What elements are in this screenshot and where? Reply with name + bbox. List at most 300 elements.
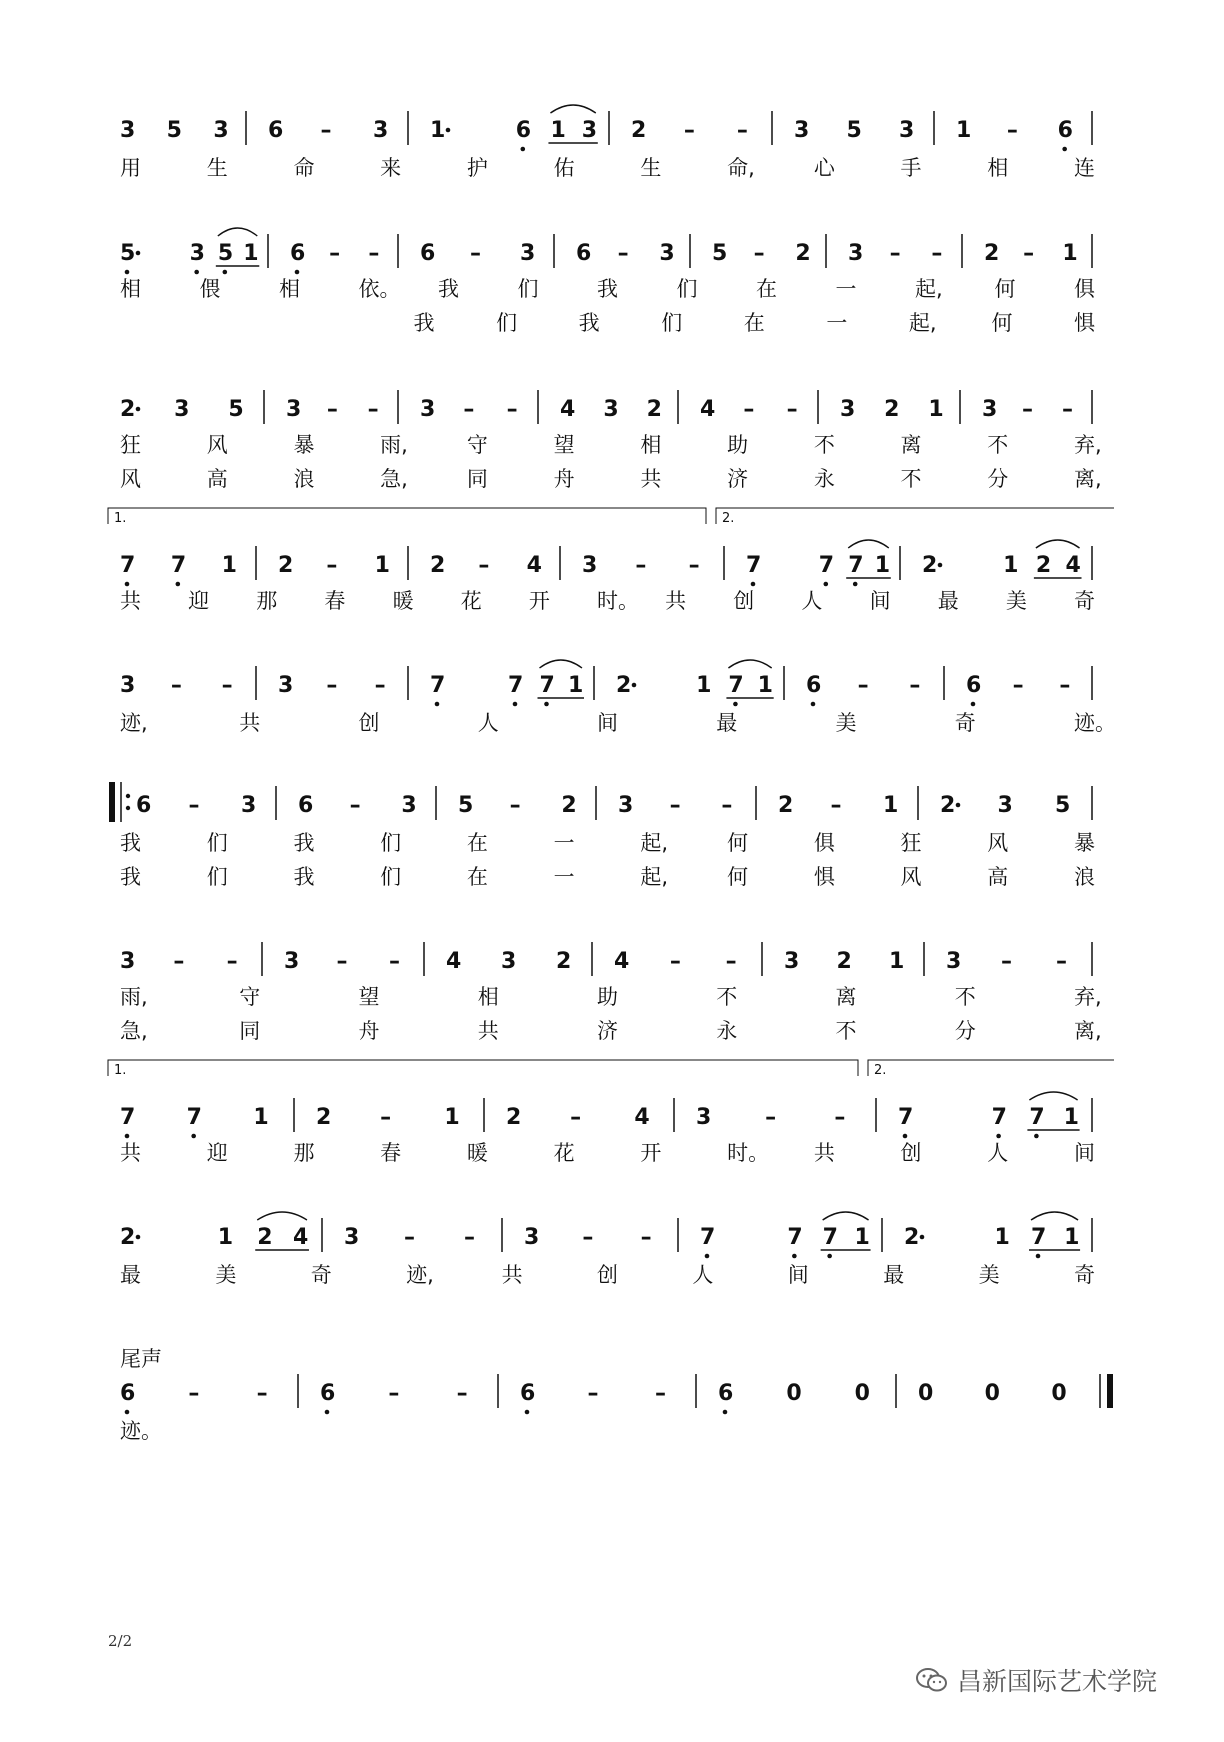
note: 1 [889, 949, 905, 974]
sustain-dash: – [226, 949, 238, 974]
lyric-char: 用 [120, 156, 141, 180]
note: 3 [946, 949, 962, 974]
lyric-char: 不 [835, 1019, 857, 1043]
lyric-char: 雨, [380, 433, 408, 457]
augmentation-dot [136, 1235, 141, 1240]
note: 4 [446, 949, 462, 974]
note: 6 [1057, 118, 1073, 143]
note: 7 [1029, 1105, 1045, 1130]
sustain-dash: – [380, 1105, 392, 1130]
sustain-dash: – [173, 949, 185, 974]
note: 7 [822, 1225, 838, 1250]
lyric-char: 分 [954, 1019, 976, 1043]
sustain-dash: – [587, 1381, 599, 1406]
lyric-char: 弃, [1074, 433, 1102, 457]
lyric-char: 一 [553, 865, 575, 889]
lyric-char: 们 [206, 865, 228, 889]
volta-one-label: 1. [114, 511, 127, 526]
lyric-char: 共 [477, 1019, 499, 1043]
note: 7 [1031, 1225, 1047, 1250]
octave-dot [792, 1254, 797, 1259]
footer-brand: 昌新国际艺术学院 [957, 1667, 1158, 1696]
lyric-char: 偎 [199, 277, 221, 301]
octave-dot [125, 582, 130, 587]
octave-dot [827, 1254, 832, 1259]
note: 6 [136, 793, 152, 818]
note: 3 [284, 949, 300, 974]
note: 2 [884, 397, 900, 422]
note: 2 [940, 793, 956, 818]
octave-dot [1036, 1254, 1041, 1259]
octave-dot [513, 702, 518, 707]
lyric-char: 人 [477, 711, 499, 735]
lyric-char: 创 [733, 589, 755, 613]
sustain-dash: – [1006, 118, 1018, 143]
note: 2 [836, 949, 852, 974]
note: 2 [984, 241, 1000, 266]
octave-dot [723, 1410, 728, 1415]
lyric-char: 间 [597, 711, 618, 735]
note: 4 [1065, 553, 1081, 578]
sustain-dash: – [1022, 397, 1033, 422]
note: 1 [696, 673, 712, 698]
sustain-dash: – [509, 793, 521, 818]
lyric-char: 最 [120, 1263, 141, 1287]
lyric-char: 起, [640, 831, 669, 855]
lyric-char: 一 [835, 277, 857, 301]
note: 3 [794, 118, 810, 143]
lyric-char: 济 [727, 467, 749, 491]
sustain-dash: – [640, 1225, 652, 1250]
note: 3 [120, 673, 136, 698]
note: 2 [561, 793, 577, 818]
note: 6 [718, 1381, 734, 1406]
note: 5 [217, 241, 234, 266]
sustain-dash: – [721, 793, 733, 818]
note: 7 [787, 1225, 803, 1250]
lyric-char: 连 [1074, 156, 1095, 180]
sustain-dash: – [188, 1381, 200, 1406]
lyric-char: 俱 [1074, 277, 1095, 301]
lyric-char: 们 [206, 831, 228, 855]
note: 7 [170, 553, 187, 578]
lyric-char: 命 [293, 156, 315, 180]
lyric-char: 们 [676, 277, 698, 301]
note: 6 [298, 793, 314, 818]
note: 5 [846, 118, 862, 143]
lyric-char: 护 [466, 156, 488, 180]
augmentation-dot [632, 683, 637, 688]
lyric-char: 暖 [466, 1141, 488, 1165]
octave-dot [295, 270, 300, 275]
sustain-dash: – [188, 793, 200, 818]
note: 1 [994, 1225, 1010, 1250]
lyric-char: 起, [915, 277, 943, 301]
repeat-dot [126, 794, 130, 798]
lyric-char: 暴 [1074, 831, 1095, 855]
note: 2 [646, 397, 662, 422]
wechat-icon [915, 1667, 949, 1693]
sustain-dash: – [256, 1381, 268, 1406]
note: 4 [700, 397, 716, 422]
note: 5 [712, 241, 728, 266]
note: 0 [854, 1381, 870, 1406]
note: 2 [631, 118, 647, 143]
sustain-dash: – [221, 673, 233, 698]
slur [550, 105, 595, 113]
sustain-dash: – [326, 673, 338, 698]
note: 6 [120, 1381, 136, 1406]
octave-dot [811, 702, 816, 707]
sustain-dash: – [1001, 949, 1012, 974]
lyric-char: 共 [665, 589, 687, 613]
lyric-char: 们 [496, 311, 518, 335]
augmentation-dot [920, 1235, 925, 1240]
octave-dot [521, 147, 526, 152]
lyric-char: 在 [743, 311, 765, 335]
lyric-char: 相 [987, 156, 1009, 180]
note: 0 [984, 1381, 1000, 1406]
note: 7 [848, 553, 864, 578]
lyric-char: 我 [438, 277, 459, 301]
note: 3 [373, 118, 389, 143]
note: 3 [501, 949, 517, 974]
lyric-char: 风 [120, 467, 141, 491]
lyric-char: 花 [460, 589, 482, 613]
volta-one [108, 508, 706, 524]
note: 3 [784, 949, 800, 974]
lyric-char: 离 [835, 985, 857, 1009]
octave-dot [544, 702, 549, 707]
lyric-char: 舟 [553, 467, 575, 491]
note: 6 [320, 1381, 336, 1406]
note: 5 [228, 397, 244, 422]
octave-dot [705, 1254, 710, 1259]
sustain-dash: – [326, 397, 338, 422]
note: 2 [120, 1225, 136, 1250]
sustain-dash: – [1062, 397, 1073, 422]
lyric-char: 人 [801, 589, 823, 613]
octave-dot [733, 702, 738, 707]
lyric-char: 那 [256, 589, 278, 613]
lyric-char: 守 [239, 985, 261, 1009]
lyric-char: 我 [293, 831, 315, 855]
lyric-char: 惧 [1074, 311, 1095, 335]
note: 4 [614, 949, 630, 974]
slur [1029, 1092, 1077, 1100]
lyric-char: 迎 [188, 589, 210, 613]
note: 3 [401, 793, 417, 818]
repeat-dot [126, 806, 130, 810]
octave-dot [191, 1134, 196, 1139]
note: 1 [253, 1105, 269, 1130]
note: 7 [991, 1105, 1007, 1130]
lyric-char: 助 [597, 985, 618, 1009]
sustain-dash: – [635, 553, 647, 578]
note: 7 [186, 1105, 202, 1130]
note: 3 [278, 673, 294, 698]
note: 0 [786, 1381, 802, 1406]
note: 2 [257, 1225, 273, 1250]
lyric-char: 手 [900, 156, 922, 180]
lyric-char: 迎 [206, 1141, 228, 1165]
slur [257, 1212, 307, 1220]
note: 5 [1055, 793, 1071, 818]
lyric-char: 何 [727, 865, 749, 889]
sustain-dash: – [909, 673, 921, 698]
lyric-char: 不 [813, 433, 835, 457]
note: 2 [120, 397, 136, 422]
lyric-char: 浪 [1074, 865, 1095, 889]
note: 5 [166, 118, 182, 143]
lyric-char: 春 [324, 589, 346, 613]
lyric-char: 同 [239, 1019, 261, 1043]
octave-dot [176, 582, 181, 587]
sustain-dash: – [464, 1225, 475, 1250]
lyric-char: 佑 [553, 156, 575, 180]
note: 1 [217, 1225, 234, 1250]
lyric-char: 开 [528, 589, 550, 613]
sustain-dash: – [669, 949, 681, 974]
slur [1031, 1212, 1078, 1220]
slur [218, 228, 257, 236]
volta-two-label: 2. [722, 511, 735, 526]
sustain-dash: – [753, 241, 765, 266]
lyric-char: 依。 [358, 277, 401, 301]
lyric-char: 雨, [120, 985, 148, 1009]
lyric-char: 间 [869, 589, 891, 613]
note: 4 [634, 1105, 650, 1130]
note: 2 [778, 793, 794, 818]
sustain-dash: – [582, 1225, 594, 1250]
note: 3 [840, 397, 856, 422]
lyric-char: 舟 [358, 1019, 380, 1043]
footer-watermark [915, 1662, 1157, 1698]
note: 1 [874, 553, 891, 578]
octave-dot [1034, 1134, 1039, 1139]
note: 3 [581, 118, 598, 143]
note: 2 [430, 553, 446, 578]
slur [540, 660, 583, 668]
octave-dot [325, 1410, 330, 1415]
lyric-char: 迹, [406, 1263, 434, 1287]
note: 6 [966, 673, 982, 698]
lyric-char: 美 [215, 1263, 237, 1287]
lyric-char: 我 [120, 865, 141, 889]
note: 6 [420, 241, 436, 266]
lyric-char: 在 [756, 277, 777, 301]
octave-dot [125, 270, 130, 275]
note: 6 [268, 118, 284, 143]
note: 7 [728, 673, 744, 698]
sustain-dash: – [743, 397, 755, 422]
lyric-char: 奇 [954, 711, 976, 735]
lyric-char: 高 [206, 467, 228, 491]
note: 7 [430, 673, 446, 698]
lyric-char: 共 [640, 467, 662, 491]
note: 3 [120, 949, 136, 974]
lyric-char: 共 [501, 1263, 523, 1287]
note: 2 [316, 1105, 332, 1130]
augmentation-dot [136, 251, 141, 256]
augmentation-dot [956, 803, 961, 808]
lyric-char: 共 [120, 589, 141, 613]
sustain-dash: – [367, 397, 379, 422]
sustain-dash: – [655, 1381, 666, 1406]
sustain-dash: – [329, 241, 341, 266]
lyric-char: 风 [206, 433, 228, 457]
sustain-dash: – [889, 241, 901, 266]
lyric-char: 分 [987, 467, 1009, 491]
lyric-char: 们 [380, 865, 402, 889]
volta-one-label: 1. [114, 1063, 127, 1078]
note: 1 [956, 118, 972, 143]
note: 1 [1064, 1225, 1080, 1250]
note: 3 [618, 793, 634, 818]
lyric-char: 暖 [392, 589, 414, 613]
lyric-char: 永 [813, 467, 835, 491]
note: 3 [420, 397, 436, 422]
lyric-char: 迹。 [120, 1419, 162, 1443]
lyric-char: 暴 [293, 433, 315, 457]
lyric-char: 我 [120, 831, 141, 855]
lyric-char: 来 [380, 156, 402, 180]
octave-dot [971, 702, 976, 707]
sustain-dash: – [931, 241, 943, 266]
sustain-dash: – [374, 673, 386, 698]
lyric-char: 春 [380, 1141, 402, 1165]
note: 3 [982, 397, 998, 422]
sustain-dash: – [388, 1381, 400, 1406]
lyric-char: 们 [517, 277, 539, 301]
volta-two [868, 1060, 1114, 1076]
note: 1 [854, 1225, 870, 1250]
lyric-char: 相 [279, 277, 300, 301]
note: 7 [120, 553, 136, 578]
octave-dot [435, 702, 440, 707]
lyric-char: 济 [597, 1019, 618, 1043]
note: 4 [526, 553, 542, 578]
note: 1 [883, 793, 899, 818]
octave-dot [125, 1134, 130, 1139]
lyric-char: 不 [987, 433, 1009, 457]
lyric-char: 间 [1074, 1141, 1095, 1165]
note: 1 [550, 118, 566, 143]
lyric-char: 同 [466, 467, 488, 491]
lyric-char: 望 [553, 433, 575, 457]
note: 1 [1003, 553, 1019, 578]
note: 3 [241, 793, 257, 818]
augmentation-dot [938, 563, 943, 568]
note: 3 [582, 553, 598, 578]
sustain-dash: – [463, 397, 475, 422]
lyric-char: 狂 [900, 831, 922, 855]
lyric-char: 人 [987, 1141, 1009, 1165]
sustain-dash: – [857, 673, 869, 698]
octave-dot [853, 582, 858, 587]
lyric-char: 最 [937, 589, 959, 613]
octave-dot [525, 1410, 530, 1415]
lyric-char: 不 [900, 467, 922, 491]
lyric-char: 时。 [727, 1141, 770, 1165]
lyric-char: 在 [466, 831, 488, 855]
octave-dot [223, 270, 228, 275]
lyric-char: 创 [358, 711, 380, 735]
note: 7 [700, 1225, 716, 1250]
note: 3 [848, 241, 864, 266]
note: 7 [508, 673, 524, 698]
lyric-char: 生 [206, 156, 228, 180]
lyric-char: 共 [239, 711, 261, 735]
lyric-char: 何 [994, 277, 1016, 301]
lyric-char: 花 [553, 1141, 575, 1165]
sustain-dash: – [725, 949, 737, 974]
lyric-char: 何 [727, 831, 749, 855]
sustain-dash: – [1059, 673, 1071, 698]
octave-dot [751, 582, 756, 587]
section-label: 尾声 [120, 1347, 162, 1371]
note: 7 [818, 553, 835, 578]
octave-dot [996, 1134, 1001, 1139]
lyric-char: 最 [883, 1263, 905, 1287]
note: 0 [918, 1381, 934, 1406]
sustain-dash: – [478, 553, 490, 578]
lyric-char: 开 [640, 1141, 662, 1165]
sustain-dash: – [368, 241, 380, 266]
lyric-char: 人 [692, 1263, 714, 1287]
lyric-char: 一 [553, 831, 575, 855]
note: 2 [1035, 553, 1052, 578]
lyric-char: 浪 [293, 467, 315, 491]
note: 1 [221, 553, 237, 578]
lyric-char: 奇 [1074, 589, 1095, 613]
volta-two [716, 508, 1114, 524]
lyric-char: 那 [293, 1141, 315, 1165]
note: 1 [928, 397, 944, 422]
lyric-char: 美 [835, 711, 857, 735]
lyric-char: 相 [640, 433, 662, 457]
lyric-char: 起, [640, 865, 669, 889]
lyric-char: 望 [358, 985, 380, 1009]
sustain-dash: – [617, 241, 629, 266]
volta-one [108, 1060, 858, 1076]
note: 6 [290, 241, 306, 266]
note: 1 [757, 673, 773, 698]
sustain-dash: – [834, 1105, 846, 1130]
note: 3 [120, 118, 136, 143]
note: 1 [243, 241, 259, 266]
octave-dot [125, 1410, 130, 1415]
lyric-char: 惧 [813, 865, 835, 889]
note: 3 [189, 241, 205, 266]
lyric-char: 相 [120, 277, 141, 301]
note: 2 [506, 1105, 522, 1130]
note: 1 [1062, 241, 1078, 266]
lyric-char: 守 [466, 433, 488, 457]
lyric-char: 心 [813, 156, 835, 180]
page-number: 2/2 [108, 1632, 133, 1650]
lyric-char: 急, [120, 1019, 148, 1043]
lyric-char: 不 [954, 985, 976, 1009]
lyric-char: 美 [978, 1263, 1000, 1287]
lyric-char: 俱 [813, 831, 835, 855]
lyric-char: 创 [900, 1141, 922, 1165]
sustain-dash: – [786, 397, 798, 422]
lyric-char: 急, [380, 467, 408, 491]
lyric-char: 我 [293, 865, 315, 889]
lyric-char: 起, [908, 311, 937, 335]
octave-dot [824, 582, 829, 587]
